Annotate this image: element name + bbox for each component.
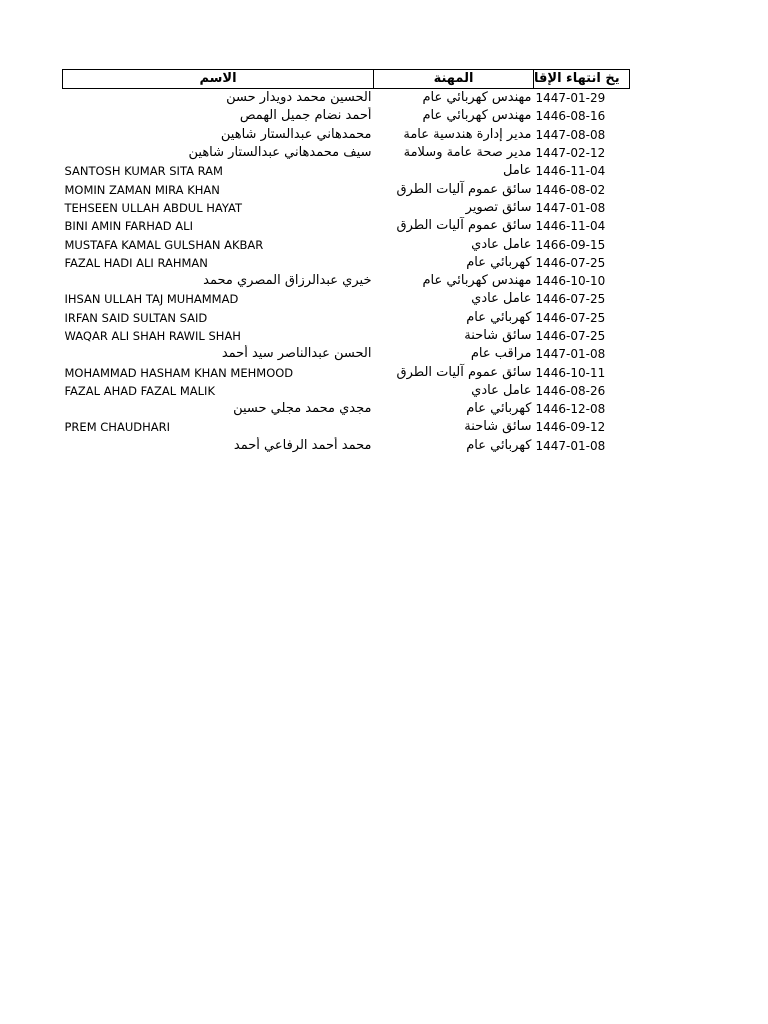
table-row xyxy=(63,144,630,162)
occupation-cell: كهربائي عام xyxy=(466,309,532,325)
employee-name-cell: BINI AMIN FARHAD ALI xyxy=(64,219,193,234)
occupation-cell: مهندس كهربائي عام xyxy=(422,90,532,106)
employee-name-cell: أحمد نضام جميل الهمص xyxy=(239,108,372,124)
expiry-date-cell: 1446-07-25 xyxy=(535,329,606,343)
occupation-cell: سائق تصوير xyxy=(465,199,532,215)
header-job: المهنة xyxy=(374,70,534,89)
table-row xyxy=(63,418,630,436)
employee-name-cell: SANTOSH KUMAR SITA RAM xyxy=(64,164,223,179)
occupation-cell: مراقب عام xyxy=(470,346,532,362)
occupation-cell: سائق عموم آليات الطرق xyxy=(396,181,532,197)
table-row xyxy=(63,309,630,327)
header-expiry: يخ انتهاء الإقا xyxy=(534,70,630,89)
table-row xyxy=(63,235,630,253)
occupation-cell: عامل xyxy=(502,163,532,179)
expiry-date-cell: 1446-11-04 xyxy=(535,219,606,234)
employee-name-cell: TEHSEEN ULLAH ABDUL HAYAT xyxy=(64,200,243,215)
expiry-date-cell: 1446-07-25 xyxy=(535,255,606,270)
expiry-date-cell: 1447-01-08 xyxy=(535,438,606,453)
occupation-cell: عامل عادي xyxy=(471,382,532,398)
occupation-cell: كهربائي عام xyxy=(466,401,532,417)
table-row xyxy=(63,382,630,400)
expiry-date-cell: 1447-02-12 xyxy=(535,146,606,161)
expiry-date-cell: 1446-07-25 xyxy=(535,310,606,325)
occupation-cell: سائق عموم آليات الطرق xyxy=(396,218,532,234)
occupation-cell: سائق شاحنة xyxy=(464,419,532,435)
expiry-date-cell: 1446-07-25 xyxy=(535,292,606,307)
table-row xyxy=(63,437,630,455)
table-row xyxy=(63,400,630,418)
occupation-cell: سائق شاحنة xyxy=(464,328,532,343)
expiry-date-cell: 1446-12-08 xyxy=(535,402,606,417)
table-row xyxy=(63,126,630,144)
occupation-cell: مدير صحة عامة وسلامة xyxy=(403,145,532,161)
table-row xyxy=(63,363,630,381)
expiry-date-cell: 1446-10-11 xyxy=(535,365,606,380)
employee-name-cell: FAZAL HADI ALI RAHMAN xyxy=(64,255,208,270)
table-row xyxy=(63,89,630,108)
employee-name-cell: IRFAN SAID SULTAN SAID xyxy=(64,310,208,325)
expiry-date-cell: 1446-11-04 xyxy=(535,164,606,179)
employee-name-cell: PREM CHAUDHARI xyxy=(64,420,170,435)
employee-name-cell: خيري عبدالرزاق المصري محمد xyxy=(203,273,372,289)
occupation-cell: كهربائي عام xyxy=(466,437,532,453)
employee-name-cell: محمدهاني عبدالستار شاهين xyxy=(220,126,372,142)
residency-table xyxy=(62,69,630,455)
expiry-date-cell: 1447-01-08 xyxy=(535,347,606,362)
expiry-date-cell: 1447-08-08 xyxy=(535,127,606,142)
expiry-date-cell: 1447-01-29 xyxy=(535,91,606,106)
employee-name-cell: الحسن عبدالناصر سيد أحمد xyxy=(221,346,372,362)
employee-name-cell: الحسين محمد دويدار حسن xyxy=(226,90,372,106)
expiry-date-cell: 1446-08-26 xyxy=(535,383,606,398)
table-row xyxy=(63,180,630,198)
occupation-cell: كهربائي عام xyxy=(466,254,532,270)
header-row xyxy=(63,70,630,89)
table-row xyxy=(63,162,630,180)
occupation-cell: مهندس كهربائي عام xyxy=(422,273,532,289)
table-row xyxy=(63,327,630,345)
expiry-date-cell: 1446-08-16 xyxy=(535,109,606,124)
header-name: الاسم xyxy=(63,70,374,89)
table-row xyxy=(63,107,630,125)
employee-name-cell: محمد أحمد الرفاعي أحمد xyxy=(233,437,372,453)
expiry-date-cell: 1466-09-15 xyxy=(535,237,606,252)
table-row xyxy=(63,254,630,272)
table-body xyxy=(63,89,630,455)
occupation-cell: عامل عادي xyxy=(471,236,532,252)
expiry-date-cell: 1446-08-02 xyxy=(535,182,606,197)
occupation-cell: سائق عموم آليات الطرق xyxy=(396,364,532,380)
occupation-cell: مدير إدارة هندسية عامة xyxy=(403,126,532,142)
table-row xyxy=(63,345,630,363)
expiry-date-cell: 1447-01-08 xyxy=(535,200,606,215)
employee-name-cell: MOMIN ZAMAN MIRA KHAN xyxy=(64,182,220,197)
table-row xyxy=(63,199,630,217)
employee-name-cell: MUSTAFA KAMAL GULSHAN AKBAR xyxy=(64,237,264,252)
employee-name-cell: مجدي محمد مجلي حسين xyxy=(233,401,372,417)
employee-name-cell: سيف محمدهاني عبدالستار شاهين xyxy=(188,145,372,161)
expiry-date-cell: 1446-10-10 xyxy=(535,274,606,289)
occupation-cell: عامل عادي xyxy=(471,291,532,307)
occupation-cell: مهندس كهربائي عام xyxy=(422,108,532,124)
table-row xyxy=(63,217,630,235)
employee-name-cell: WAQAR ALI SHAH RAWIL SHAH xyxy=(64,329,241,343)
employee-name-cell: IHSAN ULLAH TAJ MUHAMMAD xyxy=(64,292,239,307)
table-row xyxy=(63,290,630,308)
table-row xyxy=(63,272,630,290)
employee-name-cell: FAZAL AHAD FAZAL MALIK xyxy=(64,383,215,398)
expiry-date-cell: 1446-09-12 xyxy=(535,420,606,435)
employee-name-cell: MOHAMMAD HASHAM KHAN MEHMOOD xyxy=(64,365,294,380)
